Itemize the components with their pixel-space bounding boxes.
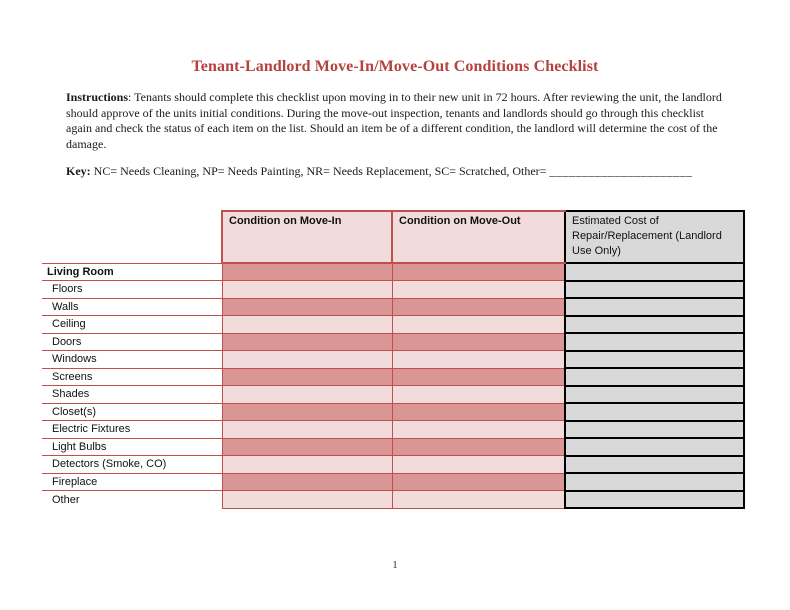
move-in-condition-cell[interactable] (222, 281, 392, 299)
move-out-condition-cell[interactable] (392, 491, 565, 509)
move-in-condition-cell[interactable] (222, 263, 392, 281)
move-in-condition-cell[interactable] (222, 491, 392, 509)
estimated-cost-cell[interactable] (565, 298, 744, 316)
move-out-condition-cell[interactable] (392, 368, 565, 386)
key-other-blank[interactable]: ______________________ (549, 164, 693, 178)
key-line (66, 164, 746, 180)
row-label: Fireplace (42, 473, 222, 491)
estimated-cost-cell[interactable] (565, 473, 744, 491)
table-row (42, 263, 744, 281)
row-label: Living Room (42, 263, 222, 281)
move-in-condition-cell[interactable] (222, 421, 392, 439)
instructions-paragraph (66, 90, 726, 152)
row-label: Ceiling (42, 316, 222, 334)
key-text: NC= Needs Cleaning, NP= Needs Painting, NR= Needs Replacement, SC= Scratched, Other= (90, 164, 550, 178)
estimated-cost-cell[interactable] (565, 421, 744, 439)
row-label: Light Bulbs (42, 438, 222, 456)
header-estimated-cost: Estimated Cost of Repair/Replacement (Landlord Use Only) (565, 211, 744, 263)
row-label: Walls (42, 298, 222, 316)
row-label: Electric Fixtures (42, 421, 222, 439)
table-row (42, 386, 744, 404)
table-row (42, 456, 744, 474)
move-in-condition-cell[interactable] (222, 298, 392, 316)
move-in-condition-cell[interactable] (222, 473, 392, 491)
table-row (42, 438, 744, 456)
move-out-condition-cell[interactable] (392, 403, 565, 421)
estimated-cost-cell[interactable] (565, 456, 744, 474)
table-row (42, 473, 744, 491)
row-label: Detectors (Smoke, CO) (42, 456, 222, 474)
estimated-cost-cell[interactable] (565, 316, 744, 334)
table-row (42, 316, 744, 334)
page-title: Tenant-Landlord Move-In/Move-Out Conditions Checklist (191, 58, 599, 75)
move-in-condition-cell[interactable] (222, 333, 392, 351)
row-label: Doors (42, 333, 222, 351)
estimated-cost-cell[interactable] (565, 263, 744, 281)
header-condition-move-out: Condition on Move-Out (392, 211, 565, 263)
table-body (42, 263, 744, 508)
move-out-condition-cell[interactable] (392, 333, 565, 351)
estimated-cost-cell[interactable] (565, 368, 744, 386)
move-in-condition-cell[interactable] (222, 316, 392, 334)
page-number: 1 (392, 559, 398, 571)
table-row (42, 491, 744, 509)
estimated-cost-cell[interactable] (565, 386, 744, 404)
move-out-condition-cell[interactable] (392, 263, 565, 281)
row-label: Shades (42, 386, 222, 404)
row-label: Floors (42, 281, 222, 299)
move-out-condition-cell[interactable] (392, 473, 565, 491)
move-in-condition-cell[interactable] (222, 368, 392, 386)
move-in-condition-cell[interactable] (222, 386, 392, 404)
move-out-condition-cell[interactable] (392, 456, 565, 474)
move-out-condition-cell[interactable] (392, 351, 565, 369)
table-row (42, 368, 744, 386)
estimated-cost-cell[interactable] (565, 333, 744, 351)
move-out-condition-cell[interactable] (392, 298, 565, 316)
move-in-condition-cell[interactable] (222, 351, 392, 369)
instructions-text: : Tenants should complete this checklist upon moving in to their new unit in 72 hours. After reviewing the unit, the landlord should approve of the units initial conditions. During the move-out inspection, tenants and landlords should go through this checklist again and check the status of each item on the list. Should an item be of a different condition, the landlord will determine the cost of the damage. (66, 90, 722, 151)
table-row (42, 351, 744, 369)
row-label: Other (42, 491, 222, 509)
move-out-condition-cell[interactable] (392, 438, 565, 456)
move-out-condition-cell[interactable] (392, 316, 565, 334)
estimated-cost-cell[interactable] (565, 351, 744, 369)
move-in-condition-cell[interactable] (222, 438, 392, 456)
move-in-condition-cell[interactable] (222, 403, 392, 421)
move-in-condition-cell[interactable] (222, 456, 392, 474)
header-condition-move-in: Condition on Move-In (222, 211, 392, 263)
estimated-cost-cell[interactable] (565, 281, 744, 299)
row-label: Windows (42, 351, 222, 369)
table-header-row (42, 211, 744, 263)
estimated-cost-cell[interactable] (565, 491, 744, 509)
row-label: Closet(s) (42, 403, 222, 421)
estimated-cost-cell[interactable] (565, 438, 744, 456)
table-row (42, 298, 744, 316)
estimated-cost-cell[interactable] (565, 403, 744, 421)
header-item-column (42, 211, 222, 263)
move-out-condition-cell[interactable] (392, 421, 565, 439)
table-row (42, 281, 744, 299)
instructions-label: Instructions (66, 90, 129, 104)
table-row (42, 333, 744, 351)
conditions-table (42, 210, 745, 509)
row-label: Screens (42, 368, 222, 386)
key-label: Key: (66, 164, 91, 178)
move-out-condition-cell[interactable] (392, 281, 565, 299)
table-row (42, 403, 744, 421)
table-row (42, 421, 744, 439)
move-out-condition-cell[interactable] (392, 386, 565, 404)
